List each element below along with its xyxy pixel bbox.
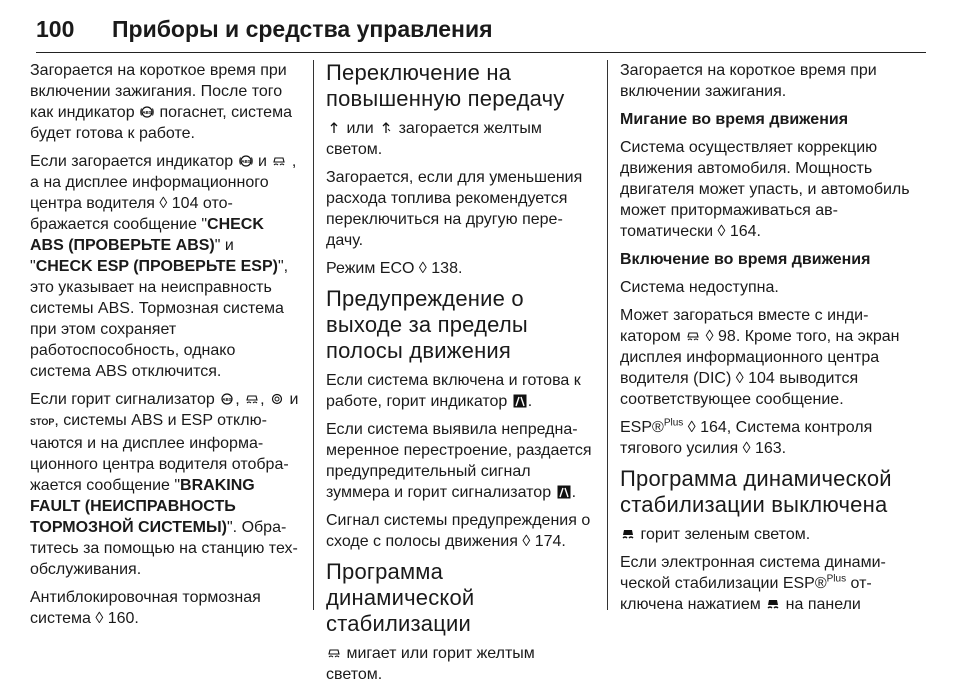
section-heading: Переключение на повышенную передачу bbox=[326, 60, 565, 111]
paragraph: ESP®$^{Plus}$ ◊ 164, Система контроля тягового усилия ◊ 163. bbox=[620, 417, 873, 457]
paragraph: горит зеленым светом. bbox=[620, 524, 910, 545]
shift-up-icon bbox=[379, 121, 393, 135]
subsection-heading: Мигание во время движения bbox=[620, 111, 849, 128]
section-heading: Программа динамической стабилизации bbox=[326, 559, 475, 636]
column-divider bbox=[313, 60, 314, 610]
svg-text:ABS: ABS bbox=[222, 396, 233, 402]
esp-off-icon bbox=[621, 527, 635, 541]
paragraph: Загорается на короткое время при включении зажигания. После того как индикатор ABS погаснет, система будет готова к работе. bbox=[30, 62, 292, 142]
paragraph: Если электронная система динамической стабилизации ESP®$^{Plus}$ отключена нажатием на панели bbox=[620, 554, 886, 613]
svg-text:ABS: ABS bbox=[240, 158, 251, 164]
paragraph: Сигнал системы предупреждения о сходе с полосы движения ◊ 174. bbox=[326, 512, 591, 550]
page-header bbox=[36, 8, 926, 52]
page-title: Приборы и средства управления bbox=[112, 16, 493, 42]
section-heading: Предупреждение о выходе за пределы полосы движения bbox=[326, 286, 528, 363]
paragraph: Может загораться вместе с индикатором ◊ 98. Кроме того, на экран дисплея информационного центра водителя (DIC) ◊ 104 выводится соответствующее сообщение. bbox=[620, 307, 900, 408]
lane-departure-icon bbox=[513, 394, 527, 408]
column-left bbox=[30, 60, 300, 636]
esp-icon bbox=[327, 646, 341, 660]
esp-off-icon bbox=[766, 597, 780, 611]
column-right bbox=[620, 60, 910, 622]
esp-icon bbox=[272, 154, 286, 168]
paragraph: Антиблокировочная тормозная система ◊ 160. bbox=[30, 589, 261, 627]
lane-departure-icon bbox=[557, 485, 571, 499]
abs-warning-icon bbox=[220, 392, 234, 406]
paragraph: Загорается, если для уменьшения расхода топлива рекомендуется переключиться на другую передачу. bbox=[326, 169, 583, 249]
column-middle bbox=[326, 60, 594, 692]
shift-up-icon bbox=[327, 121, 341, 135]
paragraph: Если система включена и готова к работе, горит индикатор . bbox=[326, 372, 581, 410]
paragraph: или загорается желтым светом. bbox=[326, 120, 542, 158]
subsection-heading: Включение во время движения bbox=[620, 251, 871, 268]
section-heading: Программа динамической стабилизации выключена bbox=[620, 466, 892, 517]
paragraph: Если горит сигнализатор ABS , , и STOP, системы ABS и ESP отключаются и на дисплее информационного центра водителя отображается сообщение "BRAKING FAULT (НЕИСПРАВНОСТЬ ТОРМОЗНОЙ СИСТЕМЫ)". Обратитесь за помощью на станцию техобслуживания. bbox=[30, 391, 299, 578]
abs-warning-icon bbox=[140, 105, 154, 119]
paragraph: Режим ECO ◊ 138. bbox=[326, 260, 463, 277]
paragraph: Система недоступна. bbox=[620, 279, 779, 296]
abs-warning-icon bbox=[239, 154, 253, 168]
esp-icon bbox=[686, 329, 700, 343]
paragraph: Система осуществляет коррекцию движения автомобиля. Мощность двигателя может упасть, и автомобиль может притормаживаться автоматически ◊ 164. bbox=[620, 139, 910, 240]
stop-icon: STOP bbox=[30, 417, 55, 427]
brake-warning-icon bbox=[270, 392, 284, 406]
paragraph: Загорается на короткое время при включении зажигания. bbox=[620, 62, 877, 100]
paragraph: Если система выявила непреднамеренное перестроение, раздается предупредительный сигнал зуммера и горит сигнализатор . bbox=[326, 421, 592, 501]
paragraph: Если загорается индикатор ABS и , а на дисплее информационного центра водителя ◊ 104 отображается сообщение "CHECK ABS (ПРОВЕРЬТЕ ABS)" и "CHECK ESP (ПРОВЕРЬТЕ ESP)", это указывает на неисправность системы ABS. Тормозная система при этом сохраняет работоспособность, однако система ABS отключится. bbox=[30, 153, 297, 380]
esp-icon bbox=[245, 392, 259, 406]
paragraph: мигает или горит желтым светом. bbox=[326, 645, 535, 683]
svg-text:ABS: ABS bbox=[142, 109, 152, 115]
page-number: 100 bbox=[36, 16, 75, 42]
header-divider bbox=[36, 52, 926, 53]
column-divider bbox=[607, 60, 608, 610]
